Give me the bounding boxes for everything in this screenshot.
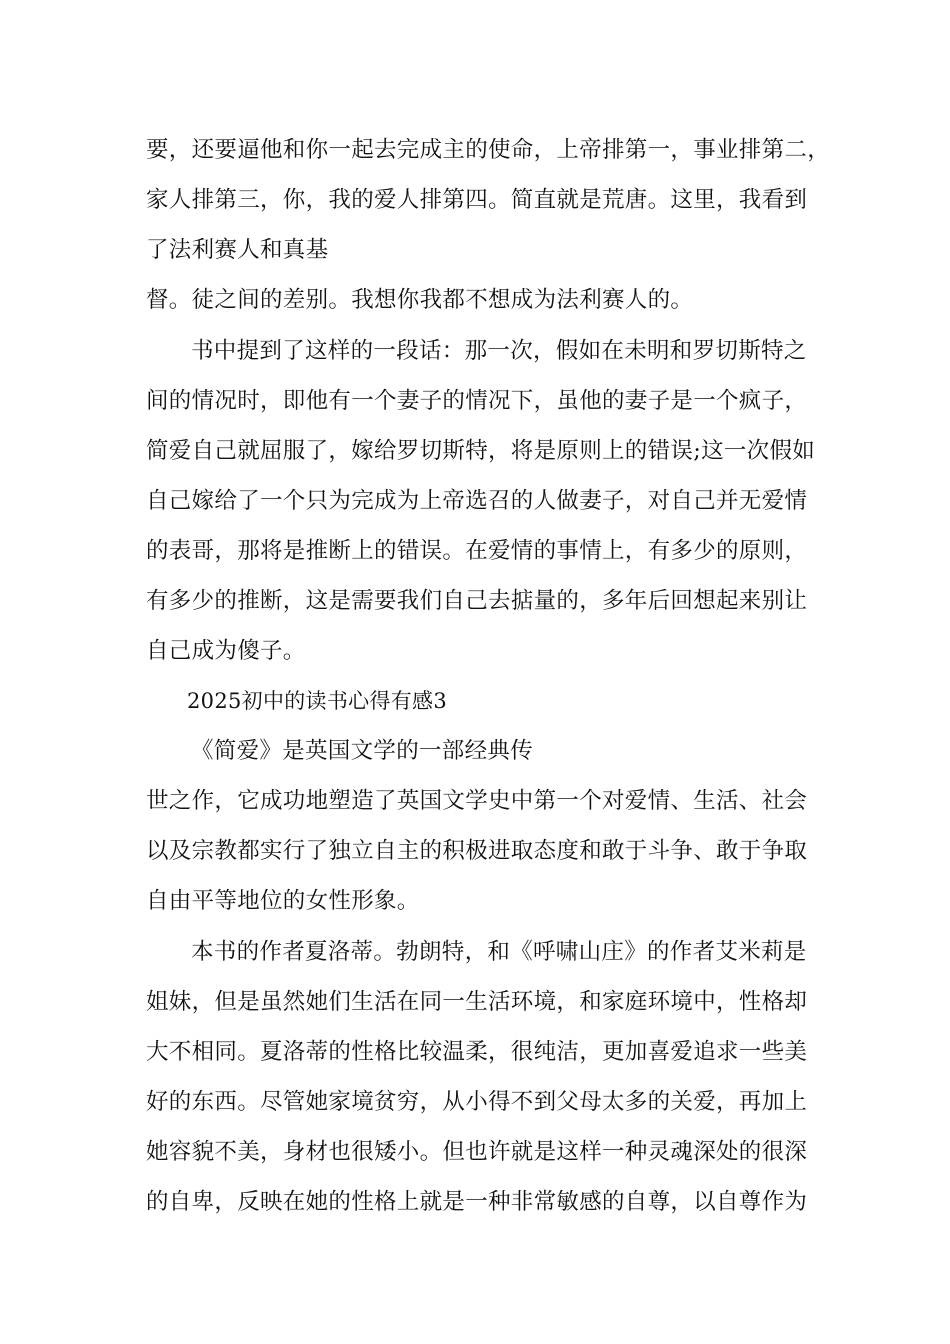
text-line: 她容貌不美，身材也很矮小。但也许就是这样一种灵魂深处的很深 [146, 1139, 808, 1165]
text-line: 了法利赛人和真基 [146, 237, 329, 263]
paragraph-first-line: 书中提到了这样的一段话：那一次，假如在未明和罗切斯特之 [191, 338, 807, 364]
section-heading: 2025初中的读书心得有感3 [187, 689, 448, 713]
text-line: 有多少的推断，这是需要我们自己去掂量的，多年后回想起来别让 [146, 588, 808, 614]
text-line: 督。徒之间的差别。我想你我都不想成为法利赛人的。 [146, 287, 694, 313]
text-line: 的自卑，反映在她的性格上就是一种非常敏感的自尊，以自尊作为 [146, 1189, 808, 1215]
text-line: 的表哥，那将是推断上的错误。在爱情的事情上，有多少的原则， [146, 538, 808, 564]
text-line: 大不相同。夏洛蒂的性格比较温柔，很纯洁，更加喜爱追求一些美 [146, 1039, 808, 1065]
text-line: 自己嫁给了一个只为完成为上帝选召的人做妻子，对自己并无爱情 [146, 488, 808, 514]
text-line: 间的情况时，即他有一个妻子的情况下，虽他的妻子是一个疯子， [146, 388, 808, 414]
text-line: 自由平等地位的女性形象。 [146, 888, 420, 914]
text-line: 家人排第三，你，我的爱人排第四。简直就是荒唐。这里，我看到 [146, 187, 808, 213]
text-line: 要，还要逼他和你一起去完成主的使命，上帝排第一，事业排第二， [146, 137, 831, 163]
paragraph-first-line: 《简爱》是英国文学的一部经典传 [191, 738, 534, 764]
text-line: 姐妹，但是虽然她们生活在同一生活环境，和家庭环境中，性格却 [146, 989, 808, 1015]
text-line: 世之作，它成功地塑造了英国文学史中第一个对爱情、生活、社会 [146, 788, 808, 814]
paragraph-first-line: 本书的作者夏洛蒂。勃朗特，和《呼啸山庄》的作者艾米莉是 [191, 939, 807, 965]
text-line: 好的东西。尽管她家境贫穷，从小得不到父母太多的关爱，再加上 [146, 1089, 808, 1115]
text-line: 简爱自己就屈服了，嫁给罗切斯特，将是原则上的错误;这一次假如 [146, 438, 816, 464]
text-line: 自己成为傻子。 [146, 638, 306, 664]
text-line: 以及宗教都实行了独立自主的积极进取态度和敢于斗争、敢于争取 [146, 838, 808, 864]
